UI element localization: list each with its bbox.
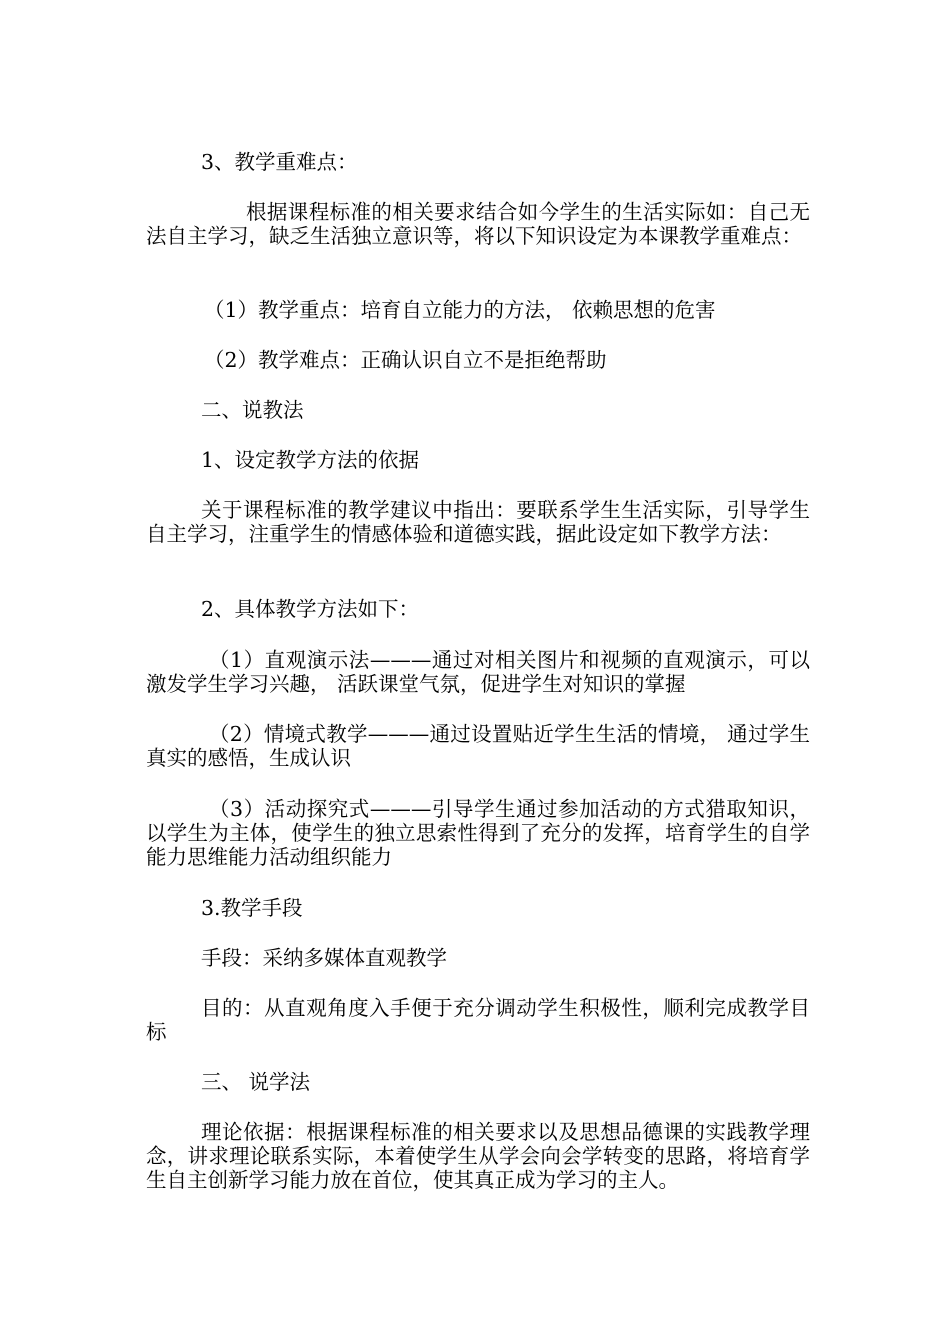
heading-method-basis: 1、设定教学方法的依据 — [201, 448, 420, 472]
item-activity-inquiry: （3）活动探究式———引导学生通过参加活动的方式猎取知识，以学生为主体，使学生的独立思索性得到了充分的发挥，培育学生的自学能力思维能力活动组织能力 — [146, 797, 810, 869]
item-key-point: （1）教学重点：培育自立能力的方法， 依赖思想的危害 — [204, 298, 716, 322]
item-difficult-point: （2）教学难点：正确认识自立不是拒绝帮助 — [204, 348, 607, 372]
heading-teaching-method: 二、说教法 — [201, 398, 304, 422]
paragraph-means: 手段：采纳多媒体直观教学 — [201, 946, 447, 970]
paragraph-theoretical-basis: 理论依据：根据课程标准的相关要求以及思想品德课的实践教学理念，讲求理论联系实际，本着使学生从学会向会学转变的思路，将培育学生自主创新学习能力放在首位，使其真正成为学习的主人。 — [146, 1120, 810, 1192]
heading-learning-method: 三、 说学法 — [201, 1070, 311, 1094]
heading-specific-methods: 2、具体教学方法如下： — [201, 597, 420, 621]
heading-key-difficult-points: 3、教学重难点： — [201, 150, 358, 174]
paragraph-curriculum-basis: 根据课程标准的相关要求结合如今学生的生活实际如：自己无法自主学习，缺乏生活独立意识等，将以下知识设定为本课教学重难点： — [146, 200, 810, 248]
heading-teaching-means: 3.教学手段 — [201, 896, 303, 920]
paragraph-teaching-suggestion: 关于课程标准的教学建议中指出：要联系学生生活实际，引导学生自主学习，注重学生的情感体验和道德实践，据此设定如下教学方法： — [146, 498, 810, 546]
item-demonstration-method: （1）直观演示法———通过对相关图片和视频的直观演示，可以激发学生学习兴趣， 活跃课堂气氛，促进学生对知识的掌握 — [146, 648, 810, 696]
paragraph-purpose: 目的：从直观角度入手便于充分调动学生积极性，顺利完成教学目标 — [146, 996, 810, 1044]
item-situational-teaching: （2）情境式教学———通过设置贴近学生生活的情境， 通过学生真实的感悟，生成认识 — [146, 722, 810, 770]
